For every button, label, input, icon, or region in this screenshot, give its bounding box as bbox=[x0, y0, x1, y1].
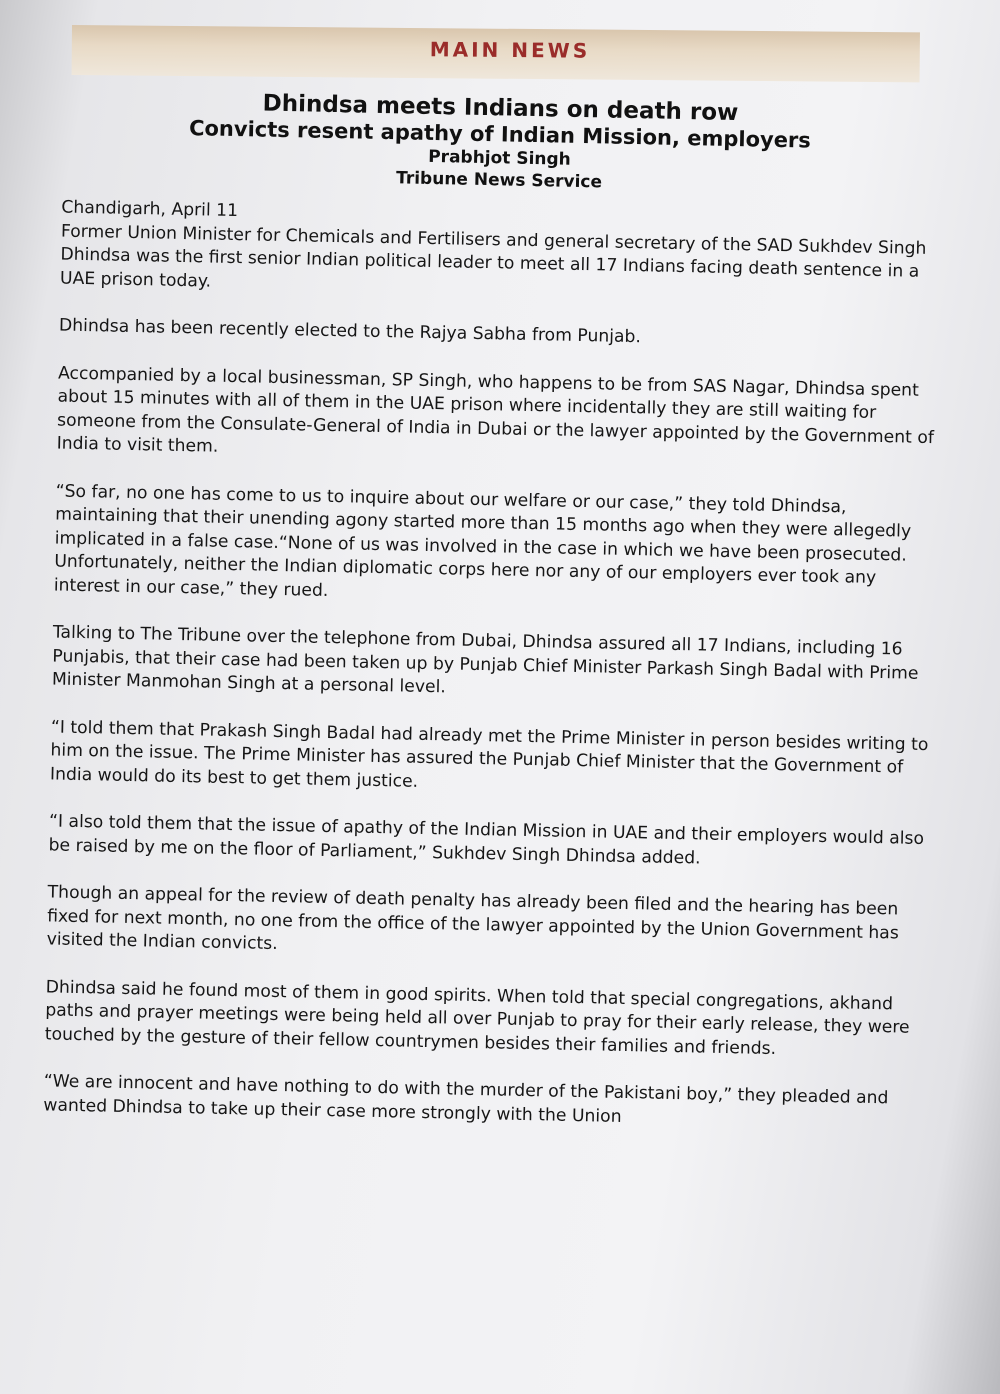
article-paragraph: Though an appeal for the review of death penalty has already been filed and the hearing has been fixed for next month, no one from the office of the lawyer appointed by the Union Government has visited the Indian convicts. bbox=[46, 882, 899, 955]
article-paragraph: Accompanied by a local businessman, SP Singh, who happens to be from SAS Nagar, Dhindsa spent about 15 minutes with all of them in the UAE prison where incidentally they are still waiting for someone from the Consulate-General of India in Dubai or the lawyer appointed by the Government of India to visit them. bbox=[56, 363, 935, 457]
article-paragraph: Former Union Minister for Chemicals and Fertilisers and general secretary of the SAD Sukhdev Singh Dhindsa was the first senior Indian political leader to meet all 17 Indians facing death sentence in a UAE prison today. bbox=[59, 221, 927, 292]
section-label: MAIN NEWS bbox=[429, 37, 591, 63]
article-paragraph: Dhindsa said he found most of them in good spirits. When told that special congregations, akhand paths and prayer meetings were being held all over Punjab to pray for their early release, they were touched by the gesture of their fellow countrymen besides their families and friends. bbox=[44, 976, 910, 1059]
article-paragraph: Dhindsa has been recently elected to the Rajya Sabha from Punjab. bbox=[58, 315, 642, 348]
article-paragraph: “I told them that Prakash Singh Badal had already met the Prime Minister in person besides writing to him on the issue. The Prime Minister has assured the Punjab Chief Minister that the Government of India would do its best to get them justice. bbox=[49, 716, 929, 792]
article-paragraph: Talking to The Tribune over the telephone from Dubai, Dhindsa assured all 17 Indians, including 16 Punjabis, that their case had been taken up by Punjab Chief Minister Parkash Singh Badal with Prime Minister Manmohan Singh at a personal level. bbox=[51, 622, 919, 698]
article-body bbox=[43, 197, 943, 1136]
article-headline: Dhindsa meets Indians on death row bbox=[262, 90, 739, 127]
article-paragraph: “I also told them that the issue of apathy of the Indian Mission in UAE and their employers would also be raised by me on the floor of Parliament,” Sukhdev Singh Dhindsa added. bbox=[48, 811, 925, 868]
article-dateline: Chandigarh, April 11 bbox=[61, 197, 239, 222]
article-author: Prabhjot Singh bbox=[427, 146, 571, 170]
article-paragraph: “We are innocent and have nothing to do with the murder of the Pakistani boy,” they pleaded and wanted Dhindsa to take up their case more strongly with the Union bbox=[43, 1071, 889, 1127]
headline-block bbox=[54, 86, 946, 200]
article-subheadline: Convicts resent apathy of Indian Mission, employers bbox=[188, 116, 812, 153]
article-paragraph: “So far, no one has come to us to inquire about our welfare or our case,” they told Dhindsa, maintaining that their unending agony started more than 15 months ago when they were allegedly implicated in a false case.“None of us was involved in the case in which we have been prosecuted. Unfortunately, neither the Indian diplomatic corps here nor any of our employers ever took any interest in our case,” they rued. bbox=[53, 480, 912, 601]
article-agency: Tribune News Service bbox=[395, 168, 603, 193]
news-article bbox=[15, 78, 946, 1159]
